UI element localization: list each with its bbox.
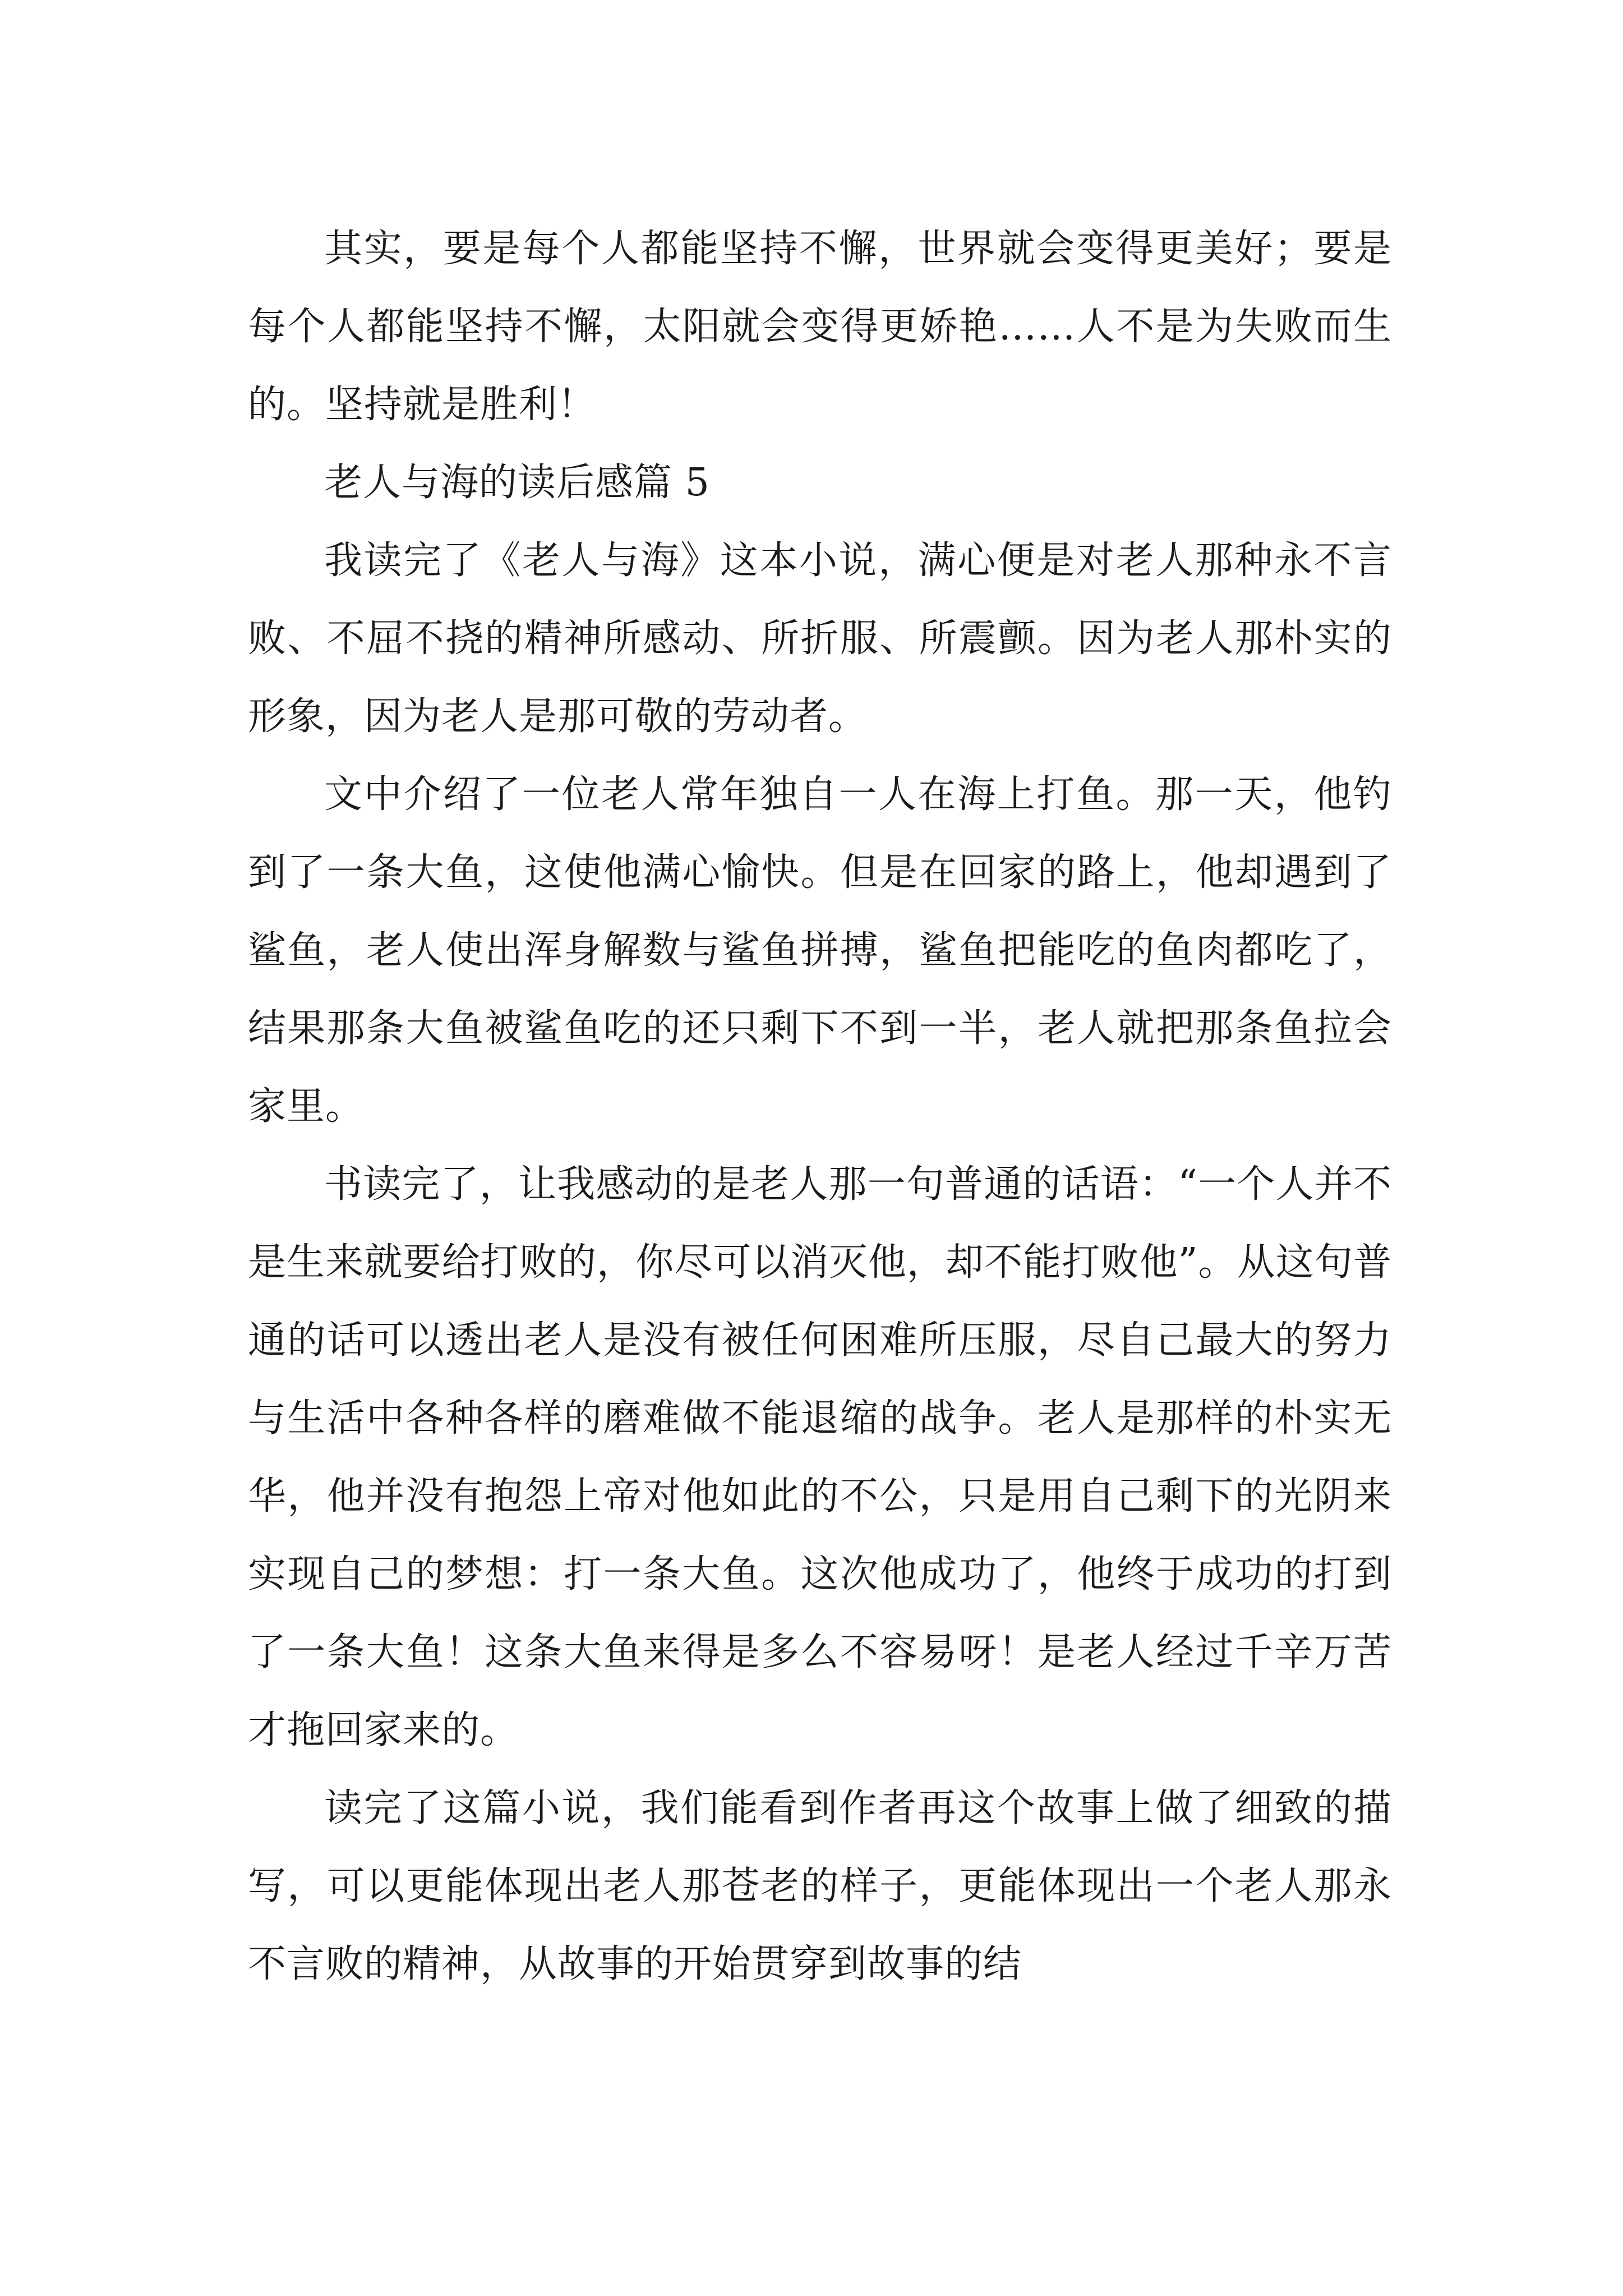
- paragraph-reflection: 书读完了，让我感动的是老人那一句普通的话语：“一个人并不是生来就要给打败的，你尽可以消灭他，却不能打败他”。从这句普通的话可以透出老人是没有被任何困难所压服，尽自己最大的努力与生活中各种各样的磨难做不能退缩的战争。老人是那样的朴实无华，他并没有抱怨上帝对他如此的不公，只是用自己剩下的光阴来实现自己的梦想：打一条大鱼。这次他成功了，他终于成功的打到了一条大鱼！这条大鱼来得是多么不容易呀！是老人经过千辛万苦才拖回家来的。: [248, 1162, 1392, 1752]
- paragraph-intro: 我读完了《老人与海》这本小说，满心便是对老人那种永不言败、不屈不挠的精神所感动、所折服、所震颤。因为老人那朴实的形象，因为老人是那可敬的劳动者。: [248, 539, 1392, 739]
- paragraph-persistence: 其实，要是每个人都能坚持不懈，世界就会变得更美好；要是每个人都能坚持不懈，太阳就会变得更娇艳……人不是为失败而生的。坚持就是胜利！: [248, 227, 1392, 427]
- paragraph-conclusion: 读完了这篇小说，我们能看到作者再这个故事上做了细致的描写，可以更能体现出老人那苍老的样子，更能体现出一个老人那永不言败的精神，从故事的开始贯穿到故事的结: [248, 1786, 1392, 1986]
- document-body: [248, 210, 1392, 2003]
- paragraph-story-summary: 文中介绍了一位老人常年独自一人在海上打鱼。那一天，他钓到了一条大鱼，这使他满心愉快。但是在回家的路上，他却遇到了鲨鱼，老人使出浑身解数与鲨鱼拼搏，鲨鱼把能吃的鱼肉都吃了，结果那条大鱼被鲨鱼吃的还只剩下不到一半，老人就把那条鱼拉会家里。: [248, 772, 1392, 1129]
- section-heading: 老人与海的读后感篇 5: [324, 461, 710, 505]
